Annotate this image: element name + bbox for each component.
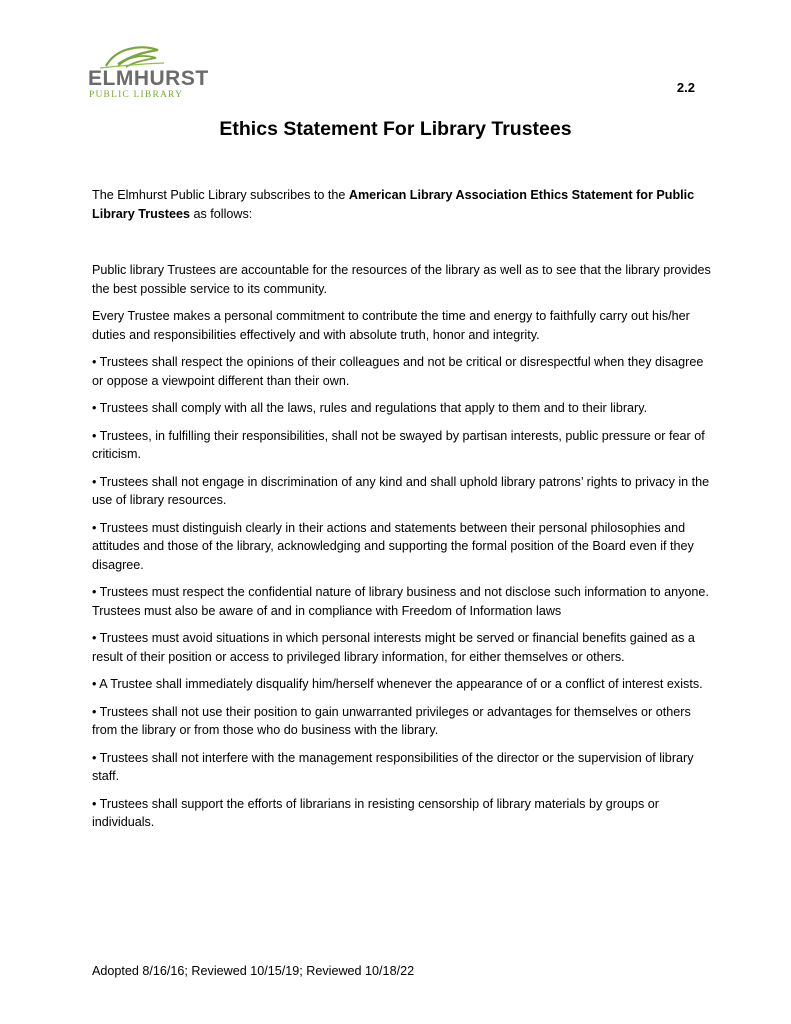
bullet-item: • Trustees shall not interfere with the management responsibilities of the director or the supervision of library staff. — [92, 750, 694, 783]
logo-subtitle: PUBLIC LIBRARY — [89, 90, 184, 100]
page-number: 2.2 — [676, 80, 695, 95]
footer-dates: Adopted 8/16/16; Reviewed 10/15/19; Reviewed 10/18/22 — [92, 964, 415, 978]
bullet-item: • Trustees shall comply with all the laws, rules and regulations that apply to them and to their library. — [92, 401, 648, 415]
intro-text-end: as follows: — [190, 206, 253, 221]
bullet-item: • Trustees must avoid situations in which personal interests might be served or financial benefits gained as a result of their position or access to privileged library information, for either themselves or others. — [92, 631, 695, 664]
paragraph: Public library Trustees are accountable for the resources of the library as well as to see that the library provides the best possible service to its community. — [92, 263, 711, 296]
paragraph: Every Trustee makes a personal commitment to contribute the time and energy to faithfully carry out his/her duties and responsibilities effectively and with absolute truth, honor and integrity. — [92, 309, 690, 342]
bullet-item: • A Trustee shall immediately disqualify him/herself whenever the appearance of or a conflict of interest exists. — [92, 677, 703, 691]
bullet-item: • Trustees, in fulfilling their responsibilities, shall not be swayed by partisan interests, public pressure or fear of criticism. — [92, 428, 705, 461]
library-logo — [88, 44, 208, 100]
bullet-item: • Trustees shall respect the opinions of their colleagues and not be critical or disrespectful when they disagree or oppose a viewpoint different than their own. — [92, 355, 704, 388]
document-body — [92, 186, 712, 841]
intro-text: The Elmhurst Public Library subscribes to the — [92, 188, 349, 202]
bullet-item: • Trustees shall not use their position to gain unwarranted privileges or advantages for themselves or others from the library or from those who do business with the library. — [92, 704, 691, 737]
intro-bold-text: American Library Association Ethics Statement for Public Library Trustees — [92, 188, 695, 221]
bullet-item: • Trustees shall support the efforts of librarians in resisting censorship of library materials by groups or individuals. — [92, 796, 659, 829]
page-title: Ethics Statement For Library Trustees — [219, 118, 572, 140]
intro-paragraph — [92, 186, 712, 223]
logo-name: ELMHURST — [88, 67, 209, 90]
bullet-item: • Trustees must distinguish clearly in their actions and statements between their personal philosophies and attitudes and those of the library, acknowledging and supporting the formal position of the Board even if they disagree. — [92, 520, 694, 572]
bullet-item: • Trustees must respect the confidential nature of library business and not disclose such information to anyone. Trustees must also be aware of and in compliance with Freedom of Information laws — [92, 585, 709, 618]
bullet-item: • Trustees shall not engage in discrimination of any kind and shall uphold library patrons’ rights to privacy in the use of library resources. — [92, 474, 710, 507]
